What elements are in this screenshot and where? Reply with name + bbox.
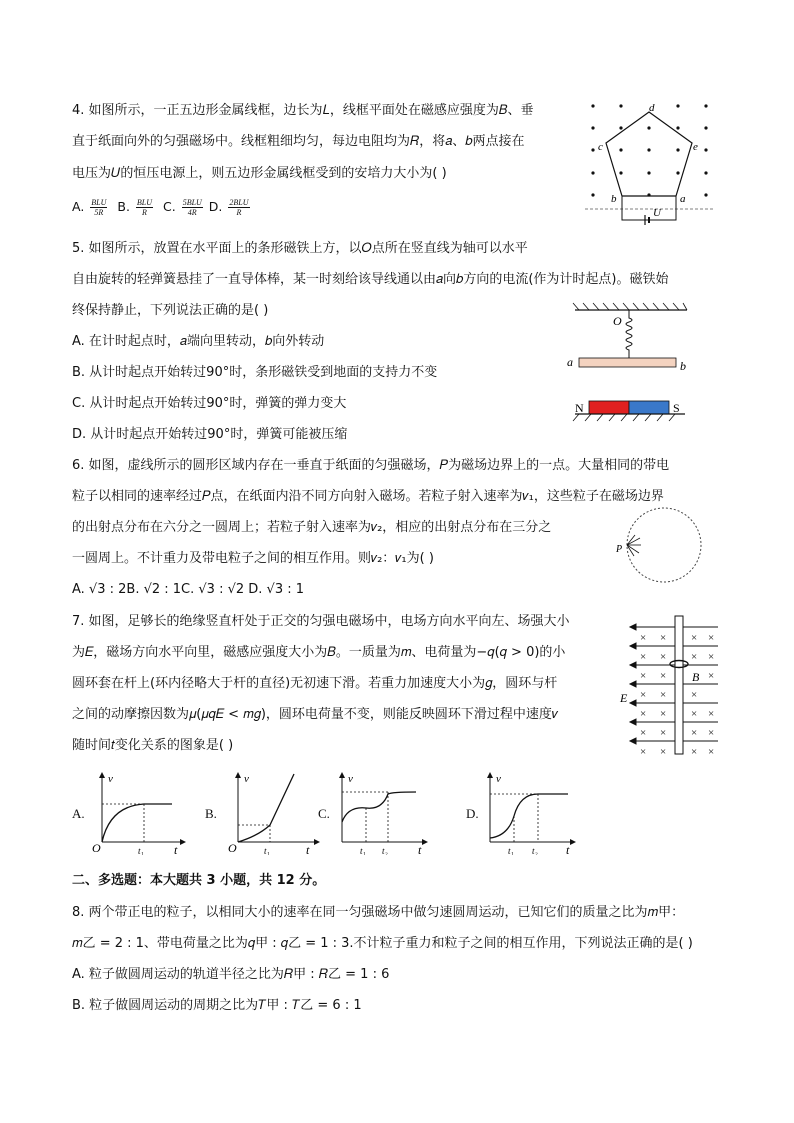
pentagon-frame [606, 112, 692, 196]
svg-text:×: × [708, 727, 715, 739]
label-b: b [611, 193, 617, 205]
svg-text:×: × [708, 632, 715, 644]
q5-spring-magnet-figure [565, 300, 695, 430]
svg-text:t₁: t₁ [360, 846, 366, 855]
svg-text:×: × [660, 651, 667, 663]
svg-text:t: t [306, 843, 310, 855]
svg-text:×: × [708, 651, 715, 663]
svg-text:×: × [640, 670, 647, 682]
q7-graph-A-label: A. [72, 806, 85, 821]
q7-graph-C-label: C. [318, 806, 330, 821]
svg-text:O: O [92, 841, 101, 855]
svg-text:×: × [660, 727, 667, 739]
q5-optB: B. 从计时起点开始转过90°时，条形磁铁受到地面的支持力不变 [72, 365, 438, 380]
svg-text:×: × [660, 708, 667, 720]
svg-text:×: × [640, 689, 647, 701]
q4-optB-label: B. [117, 199, 130, 214]
svg-text:×: × [708, 708, 715, 720]
svg-text:O: O [228, 841, 237, 855]
q7-graph-A [88, 770, 188, 855]
svg-text:×: × [708, 746, 715, 757]
svg-text:×: × [691, 689, 698, 701]
label-b: b [680, 359, 686, 373]
q4-options [72, 198, 252, 217]
q7-graph-B [224, 770, 324, 855]
q4-optC-label: C. [163, 199, 176, 214]
q8-line1: 8. 两个带正电的粒子，以相同大小的速率在同一匀强磁场中做匀速圆周运动，已知它们的质量之比为𝑚甲： [72, 905, 685, 920]
svg-text:×: × [660, 670, 667, 682]
svg-text:v: v [108, 773, 113, 785]
label-d: d [649, 102, 655, 114]
svg-text:×: × [691, 632, 698, 644]
q7-graph-B-label: B. [205, 806, 217, 821]
magnet-south [629, 401, 669, 414]
svg-text:t₁: t₁ [264, 846, 270, 855]
q8-line2: 𝑚乙 = 2 : 1、带电荷量之比为𝑞甲 : 𝑞乙 = 1 : 3.不计粒子重力和粒子之间的相互作用，下列说法正确的是( ) [72, 936, 693, 951]
q7-graph-D-label: D. [466, 806, 479, 821]
label-S: S [673, 401, 680, 415]
svg-text:×: × [691, 746, 698, 757]
label-c: c [598, 141, 603, 153]
label-N: N [575, 401, 584, 415]
q7-line4: 之间的动摩擦因数为𝜇(𝜇𝑞𝐸 < 𝑚𝑔)，圆环电荷量不变，则能反映圆环下滑过程中速度𝑣 [72, 707, 559, 722]
svg-text:t: t [418, 843, 422, 855]
q5-optA: A. 在计时起点时，𝑎端向里转动，𝑏向外转动 [72, 334, 325, 349]
svg-text:×: × [640, 727, 647, 739]
q7-line5: 随时间𝑡变化关系的图象是( ) [72, 738, 234, 753]
label-E: E [620, 691, 628, 705]
magnet-north [589, 401, 629, 414]
q4-optC-frac: $\frac{\text{5BLU}}{4R}$ [182, 198, 202, 217]
svg-text:v: v [348, 773, 353, 785]
svg-text:×: × [640, 651, 647, 663]
q4-line2: 直于纸面向外的匀强磁场中。线框粗细均匀，每边电阻均为𝑅，将𝑎、𝑏两点接在 [72, 134, 525, 149]
q6-circle-figure [612, 503, 707, 588]
q4-line3: 电压为𝑈的恒压电源上，则五边形金属线框受到的安培力大小为( ) [72, 166, 447, 181]
q6-line1: 6. 如图，虚线所示的圆形区域内存在一垂直于纸面的匀强磁场，𝑃为磁场边界上的一点。大量相同的带电 [72, 458, 670, 473]
q5-optD: D. 从计时起点开始转过90°时，弹簧可能被压缩 [72, 427, 348, 442]
svg-text:t₁: t₁ [508, 846, 514, 855]
q7-line3: 圆环套在杆上(环内径略大于杆的直径)无初速下滑。若重力加速度大小为𝑔，圆环与杆 [72, 676, 558, 691]
q6-line3: 的出射点分布在六分之一圆周上；若粒子射入速率为𝑣₂，相应的出射点分布在三分之 [72, 520, 552, 535]
svg-text:v: v [244, 773, 249, 785]
svg-text:×: × [660, 632, 667, 644]
svg-text:t₂: t₂ [532, 846, 538, 855]
q4-optB-frac: $\frac{\text{BLU}}{R}$ [136, 198, 153, 217]
svg-text:t₂: t₂ [382, 846, 388, 855]
svg-text:×: × [691, 708, 698, 720]
svg-text:×: × [691, 727, 698, 739]
q4-pentagon-figure [585, 98, 715, 233]
label-P: P [616, 544, 623, 555]
q4-line1: 4. 如图所示，一正五边形金属线框，边长为𝐿，线框平面处在磁感应强度为𝐵、垂 [72, 103, 534, 118]
label-a: a [680, 193, 686, 205]
q4-optA-label: A. [72, 199, 85, 214]
svg-text:×: × [640, 632, 647, 644]
label-e: e [693, 141, 698, 153]
label-O: O [613, 314, 622, 328]
q4-optA-frac: $\frac{\text{BLU}}{5R}$ [91, 198, 107, 217]
label-a: a [567, 355, 573, 369]
q7-rod-field-figure [618, 612, 723, 757]
q5-line2: 自由旋转的轻弹簧悬挂了一直导体棒，某一时刻给该导线通以由𝑎向𝑏方向的电流(作为计时起点)。磁铁始 [72, 272, 669, 287]
q7-graph-D [480, 770, 580, 855]
q4-optD-frac: $\frac{\text{2BLU}}{R}$ [229, 198, 249, 217]
q6-line4: 一圆周上。不计重力及带电粒子之间的相互作用。则𝑣₂：𝑣₁为( ) [72, 551, 434, 566]
q6-line2: 粒子以相同的速率经过𝑃点，在纸面内沿不同方向射入磁场。若粒子射入速率为𝑣₁，这些粒子在磁场边界 [72, 489, 664, 504]
insulating-rod [675, 616, 683, 754]
conductor-rod [579, 358, 676, 367]
svg-text:×: × [691, 651, 698, 663]
svg-text:×: × [640, 746, 647, 757]
svg-text:×: × [660, 746, 667, 757]
svg-text:×: × [640, 708, 647, 720]
q7-line2: 为𝐸，磁场方向水平向里，磁感应强度大小为𝐵。一质量为𝑚、电荷量为−𝑞(𝑞 > 0)的小 [72, 645, 566, 660]
label-B: B [692, 670, 700, 684]
q5-line1: 5. 如图所示，放置在水平面上的条形磁铁上方，以𝑂点所在竖直线为轴可以水平 [72, 241, 528, 256]
velocity-arrows [627, 535, 641, 556]
svg-text:×: × [660, 689, 667, 701]
svg-text:×: × [708, 670, 715, 682]
q4-optD-label: D. [208, 199, 223, 214]
label-U: U [653, 207, 661, 219]
q8-optB: B. 粒子做圆周运动的周期之比为𝑇甲 : 𝑇乙 = 6 : 1 [72, 998, 362, 1013]
q8-optA: A. 粒子做圆周运动的轨道半径之比为𝑅甲 : 𝑅乙 = 1 : 6 [72, 967, 390, 982]
q7-graph-C [332, 770, 432, 855]
svg-text:v: v [496, 773, 501, 785]
q6-options: A. √3 : 2B. √2 : 1C. √3 : √2 D. √3 : 1 [72, 582, 305, 597]
q5-line3: 终保持静止，下列说法正确的是( ) [72, 303, 269, 318]
svg-text:t₁: t₁ [138, 846, 144, 855]
svg-text:t: t [566, 843, 570, 855]
spring-icon [626, 310, 632, 358]
q7-line1: 7. 如图，足够长的绝缘竖直杆处于正交的匀强电磁场中，电场方向水平向左、场强大小 [72, 614, 570, 629]
section-heading: 二、多选题：本大题共 3 小题，共 12 分。 [72, 873, 326, 888]
svg-text:t: t [174, 843, 178, 855]
q5-optC: C. 从计时起点开始转过90°时，弹簧的弹力变大 [72, 396, 347, 411]
